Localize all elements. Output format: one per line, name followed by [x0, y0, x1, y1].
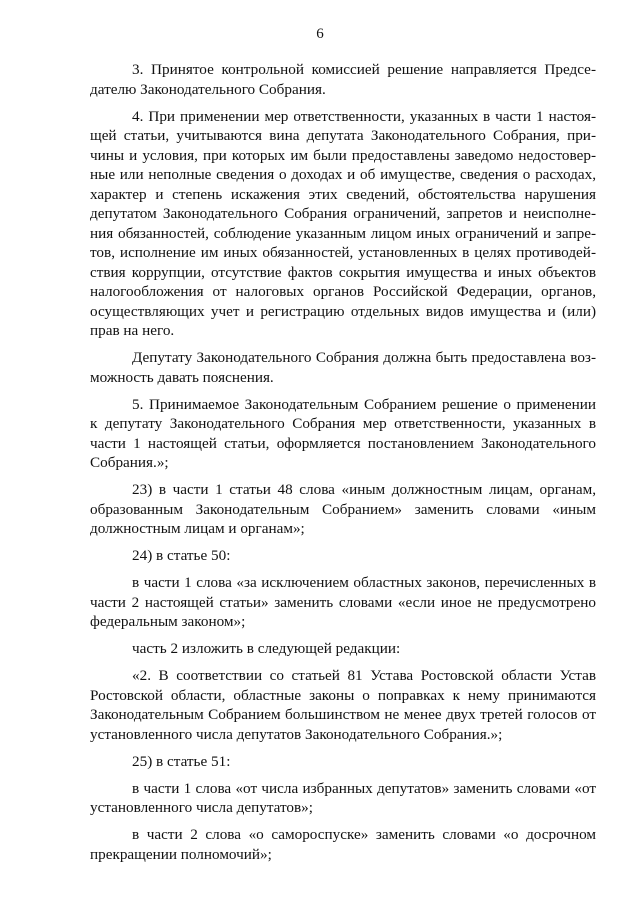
paragraph-item-3: 3. Принятое контрольной комиссией решение направляется Председателю Законодательного Собрания. — [90, 61, 596, 98]
amendment-25-part-1: в части 1 слова «от числа избранных депутатов» заменить словами «от установленного числа депутатов»; — [90, 779, 596, 816]
amendment-24-part-2-text: «2. В соответствии со статьей 81 Устава Ростовской области Устав Ростовской области, областные законы о поправках к нему принимаются Законодательным Собранием большинством не менее двух третей голосов от установленного числа депутатов Законодательного Собрания.»; — [90, 667, 596, 743]
paragraph-item-4: 4. При применении мер ответственности, указанных в части 1 настоящей статьи, учитываются вина депутата Законодательного Собрания, причины и условия, при которых им были предоставлены заведомо недостоверные или неполные сведения о доходах и об имуществе, сведения о расходах, характер и степень искажения этих сведений, обстоятельства нарушения депутатом Законодательного Собрания ограничений, запретов и неисполнения обязанностей, соблюдение указанным лицом иных ограничений и запретов, исполнение им иных обязанностей, установленных в целях противодействия коррупции, отсутствие фактов сокрытия имущества и иных объектов налогообложения от налоговых органов Российской Федерации, органов, осуществляющих учет и регистрацию отдельных видов имущества и (или) прав на него. — [90, 107, 596, 339]
amendment-25-part-2: в части 2 слова «о самороспуске» заменить словами «о досрочном прекращении полномочий»; — [90, 826, 596, 863]
amendment-24-part-1: в части 1 слова «за исключением областных законов, перечисленных в части 2 настоящей статьи» заменить словами «если иное не предусмотрено федеральным законом»; — [90, 574, 596, 630]
amendment-24-part-2-intro: часть 2 изложить в следующей редакции: — [132, 640, 401, 657]
amendment-25-heading: 25) в статье 51: — [132, 752, 231, 770]
amendment-23: 23) в части 1 статьи 48 слова «иным должностным лицам, органам, образованным Законодательным Собранием» заменить словами «иным должностным лицам и органам»; — [90, 481, 596, 537]
page-number: 6 — [316, 26, 324, 42]
paragraph-item-5: 5. Принимаемое Законодательным Собранием решение о применении к депутату Законодательного Собрания мер ответственности, указанных в части 1 настоящей статьи, оформляется постановлением Законодательного Собрания.»; — [90, 395, 596, 471]
paragraph-explanations: Депутату Законодательного Собрания должна быть предоставлена возможность давать пояснения. — [90, 349, 596, 386]
amendment-24-heading: 24) в статье 50: — [132, 547, 231, 564]
document-body — [90, 60, 596, 872]
